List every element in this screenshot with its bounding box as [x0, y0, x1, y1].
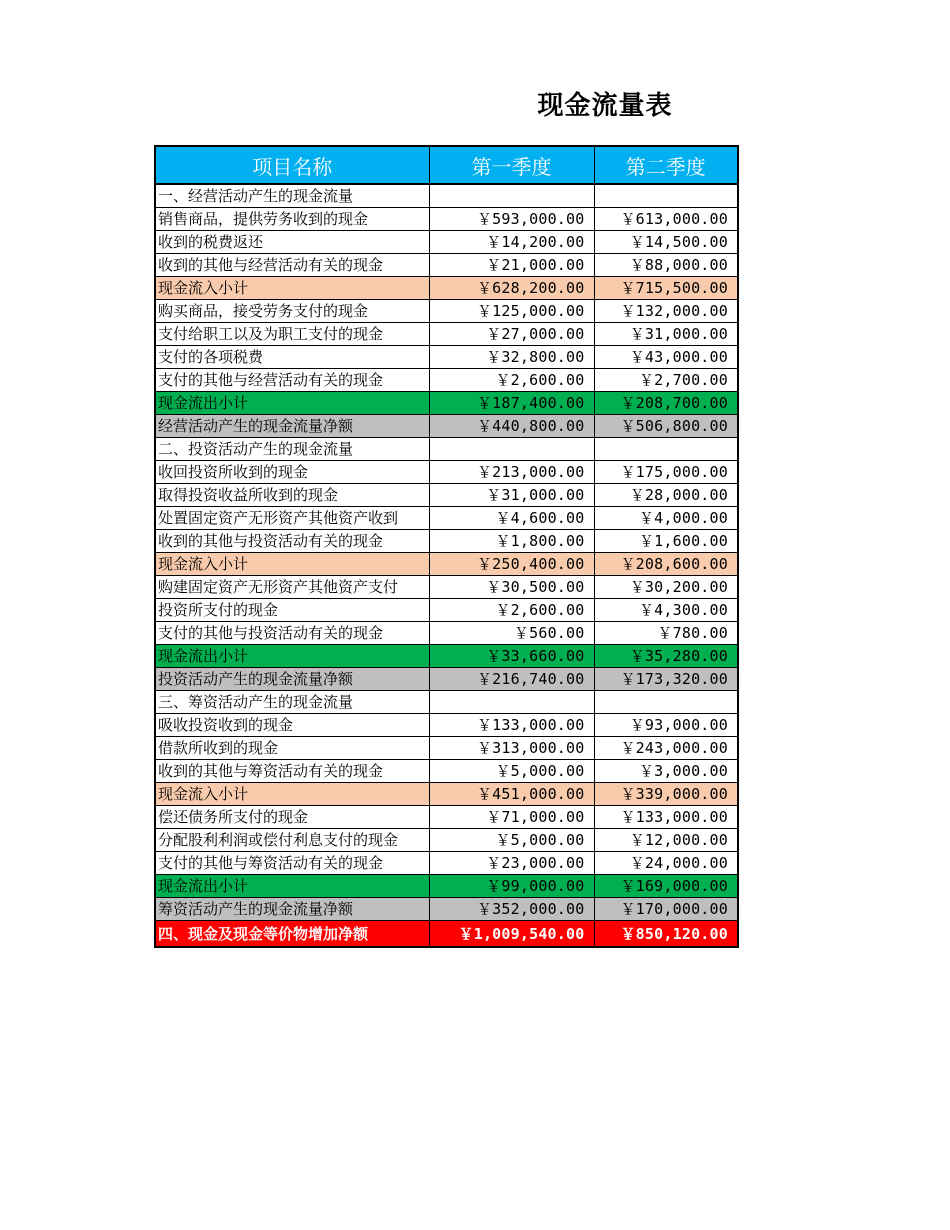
row-q1-cell: ￥21,000.00 [429, 254, 594, 277]
row-q2-cell: ￥173,320.00 [594, 668, 738, 691]
row-q2-cell: ￥339,000.00 [594, 783, 738, 806]
row-q1-cell: ￥99,000.00 [429, 875, 594, 898]
row-label-cell: 三、筹资活动产生的现金流量 [155, 691, 429, 714]
row-label-cell: 收到的其他与筹资活动有关的现金 [155, 760, 429, 783]
row-label-cell: 购买商品，接受劳务支付的现金 [155, 300, 429, 323]
row-label-cell: 收到的其他与投资活动有关的现金 [155, 530, 429, 553]
row-q2-cell: ￥208,700.00 [594, 392, 738, 415]
table-row [155, 645, 738, 668]
table-row [155, 875, 738, 898]
table-row [155, 484, 738, 507]
row-q1-cell: ￥71,000.00 [429, 806, 594, 829]
row-label-cell: 二、投资活动产生的现金流量 [155, 438, 429, 461]
row-q1-cell: ￥187,400.00 [429, 392, 594, 415]
table-row [155, 415, 738, 438]
header-cell-q2: 第二季度 [594, 146, 738, 184]
row-q2-cell: ￥1,600.00 [594, 530, 738, 553]
row-q2-cell [594, 691, 738, 714]
row-q1-cell: ￥4,600.00 [429, 507, 594, 530]
row-label-cell: 四、现金及现金等价物增加净额 [155, 921, 429, 948]
table-row [155, 806, 738, 829]
table-row [155, 323, 738, 346]
row-label-cell: 处置固定资产无形资产其他资产收到 [155, 507, 429, 530]
row-q1-cell: ￥33,660.00 [429, 645, 594, 668]
row-q1-cell: ￥125,000.00 [429, 300, 594, 323]
row-q1-cell: ￥1,009,540.00 [429, 921, 594, 948]
table-row [155, 783, 738, 806]
table-row [155, 231, 738, 254]
cash-flow-table [154, 145, 739, 948]
row-q1-cell: ￥14,200.00 [429, 231, 594, 254]
table-row [155, 392, 738, 415]
row-q2-cell: ￥4,300.00 [594, 599, 738, 622]
row-q2-cell: ￥208,600.00 [594, 553, 738, 576]
row-label-cell: 偿还债务所支付的现金 [155, 806, 429, 829]
row-q2-cell: ￥169,000.00 [594, 875, 738, 898]
table-row [155, 461, 738, 484]
header-cell-item-name: 项目名称 [155, 146, 429, 184]
row-q2-cell [594, 184, 738, 208]
table-row [155, 852, 738, 875]
row-label-cell: 购建固定资产无形资产其他资产支付 [155, 576, 429, 599]
row-q2-cell: ￥133,000.00 [594, 806, 738, 829]
row-label-cell: 收回投资所收到的现金 [155, 461, 429, 484]
row-q2-cell [594, 438, 738, 461]
table-row [155, 714, 738, 737]
row-q1-cell: ￥440,800.00 [429, 415, 594, 438]
table-row [155, 254, 738, 277]
row-q2-cell: ￥715,500.00 [594, 277, 738, 300]
table-row [155, 507, 738, 530]
row-label-cell: 支付的其他与经营活动有关的现金 [155, 369, 429, 392]
row-q2-cell: ￥12,000.00 [594, 829, 738, 852]
row-q2-cell: ￥506,800.00 [594, 415, 738, 438]
row-q2-cell: ￥35,280.00 [594, 645, 738, 668]
page-title: 现金流量表 [537, 91, 673, 121]
row-q1-cell: ￥32,800.00 [429, 346, 594, 369]
table-row [155, 184, 738, 208]
table-row [155, 530, 738, 553]
row-q1-cell: ￥451,000.00 [429, 783, 594, 806]
row-q1-cell: ￥31,000.00 [429, 484, 594, 507]
row-q1-cell: ￥30,500.00 [429, 576, 594, 599]
row-q2-cell: ￥850,120.00 [594, 921, 738, 948]
table-row [155, 346, 738, 369]
row-label-cell: 收到的其他与经营活动有关的现金 [155, 254, 429, 277]
row-q2-cell: ￥30,200.00 [594, 576, 738, 599]
table-row [155, 691, 738, 714]
total-row [155, 921, 738, 948]
row-q2-cell: ￥43,000.00 [594, 346, 738, 369]
row-label-cell: 现金流出小计 [155, 392, 429, 415]
table-row [155, 300, 738, 323]
table-row [155, 599, 738, 622]
row-q1-cell [429, 691, 594, 714]
row-label-cell: 借款所收到的现金 [155, 737, 429, 760]
row-q1-cell: ￥593,000.00 [429, 208, 594, 231]
row-label-cell: 取得投资收益所收到的现金 [155, 484, 429, 507]
table-row [155, 438, 738, 461]
table-row [155, 369, 738, 392]
row-label-cell: 分配股利利润或偿付利息支付的现金 [155, 829, 429, 852]
row-label-cell: 吸收投资收到的现金 [155, 714, 429, 737]
table-row [155, 622, 738, 645]
row-q2-cell: ￥28,000.00 [594, 484, 738, 507]
row-q2-cell: ￥4,000.00 [594, 507, 738, 530]
table-row [155, 898, 738, 921]
row-label-cell: 现金流出小计 [155, 645, 429, 668]
row-label-cell: 投资活动产生的现金流量净额 [155, 668, 429, 691]
row-q1-cell: ￥352,000.00 [429, 898, 594, 921]
row-label-cell: 现金流入小计 [155, 553, 429, 576]
row-q1-cell: ￥5,000.00 [429, 829, 594, 852]
row-q2-cell: ￥31,000.00 [594, 323, 738, 346]
row-q1-cell: ￥23,000.00 [429, 852, 594, 875]
row-q1-cell: ￥213,000.00 [429, 461, 594, 484]
row-q1-cell: ￥560.00 [429, 622, 594, 645]
table-row [155, 668, 738, 691]
row-label-cell: 支付的各项税费 [155, 346, 429, 369]
table-row [155, 829, 738, 852]
header-row [155, 146, 738, 184]
row-q2-cell: ￥88,000.00 [594, 254, 738, 277]
row-q2-cell: ￥175,000.00 [594, 461, 738, 484]
table-row [155, 277, 738, 300]
table-row [155, 208, 738, 231]
row-label-cell: 筹资活动产生的现金流量净额 [155, 898, 429, 921]
row-label-cell: 支付的其他与投资活动有关的现金 [155, 622, 429, 645]
row-q1-cell: ￥2,600.00 [429, 369, 594, 392]
row-label-cell: 现金流出小计 [155, 875, 429, 898]
row-q1-cell: ￥27,000.00 [429, 323, 594, 346]
header-cell-q1: 第一季度 [429, 146, 594, 184]
row-q1-cell: ￥313,000.00 [429, 737, 594, 760]
row-q1-cell [429, 184, 594, 208]
table-body [155, 184, 738, 947]
row-q2-cell: ￥93,000.00 [594, 714, 738, 737]
row-q1-cell: ￥628,200.00 [429, 277, 594, 300]
row-q1-cell: ￥250,400.00 [429, 553, 594, 576]
row-label-cell: 支付给职工以及为职工支付的现金 [155, 323, 429, 346]
row-label-cell: 收到的税费返还 [155, 231, 429, 254]
row-label-cell: 现金流入小计 [155, 277, 429, 300]
row-label-cell: 投资所支付的现金 [155, 599, 429, 622]
row-q2-cell: ￥2,700.00 [594, 369, 738, 392]
row-q2-cell: ￥243,000.00 [594, 737, 738, 760]
row-q1-cell: ￥5,000.00 [429, 760, 594, 783]
row-q2-cell: ￥613,000.00 [594, 208, 738, 231]
table-row [155, 576, 738, 599]
table-row [155, 737, 738, 760]
row-label-cell: 支付的其他与筹资活动有关的现金 [155, 852, 429, 875]
row-q2-cell: ￥780.00 [594, 622, 738, 645]
row-q1-cell [429, 438, 594, 461]
row-label-cell: 销售商品，提供劳务收到的现金 [155, 208, 429, 231]
table-row [155, 760, 738, 783]
row-label-cell: 经营活动产生的现金流量净额 [155, 415, 429, 438]
row-q2-cell: ￥132,000.00 [594, 300, 738, 323]
row-q2-cell: ￥14,500.00 [594, 231, 738, 254]
row-q1-cell: ￥216,740.00 [429, 668, 594, 691]
row-q2-cell: ￥170,000.00 [594, 898, 738, 921]
row-label-cell: 一、经营活动产生的现金流量 [155, 184, 429, 208]
row-q2-cell: ￥3,000.00 [594, 760, 738, 783]
row-q2-cell: ￥24,000.00 [594, 852, 738, 875]
table-row [155, 553, 738, 576]
row-label-cell: 现金流入小计 [155, 783, 429, 806]
row-q1-cell: ￥2,600.00 [429, 599, 594, 622]
row-q1-cell: ￥133,000.00 [429, 714, 594, 737]
row-q1-cell: ￥1,800.00 [429, 530, 594, 553]
